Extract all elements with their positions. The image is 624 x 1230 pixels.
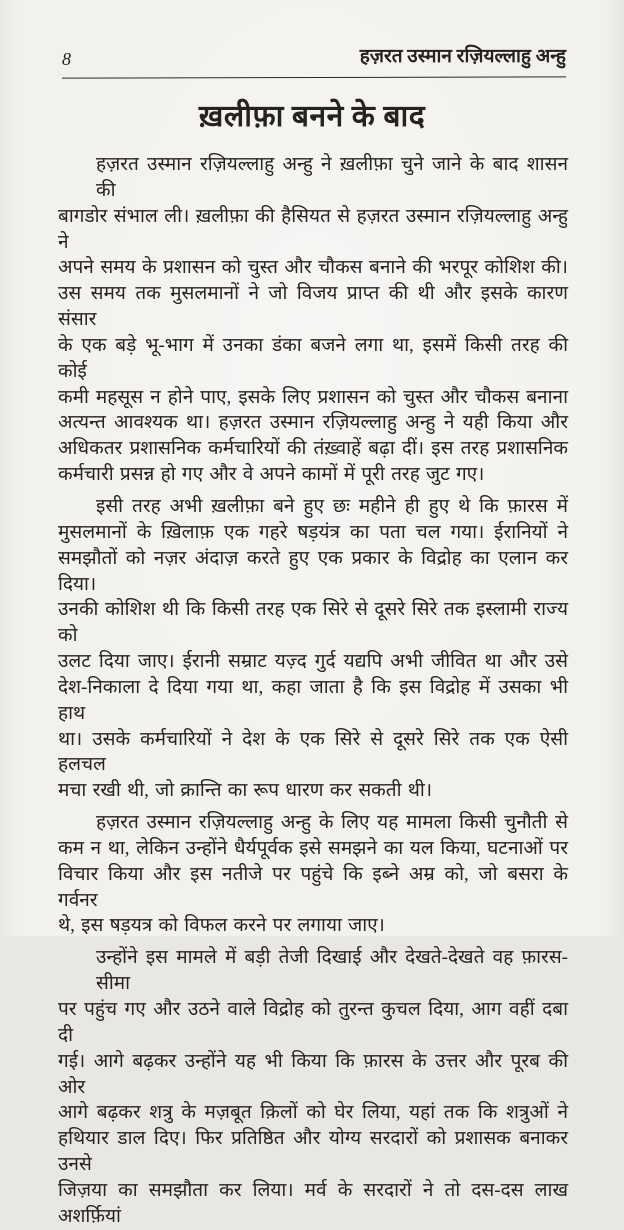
text-line: विचार किया और इस नतीजे पर पहुंचे कि इब्ने अम्र को, जो बसरा के गर्वनर <box>58 863 568 911</box>
text-line: जिज़या का समझौता कर लिया। मर्व के सरदारों ने तो दस-दस लाख अशर्फ़ियां <box>58 1179 568 1227</box>
body-text <box>58 152 568 1230</box>
text-line: हज़रत उस्मान रज़ियल्लाहु अन्हु के लिए यह मामला किसी चुनौती से <box>96 812 568 834</box>
text-line: अपने समय के प्रशासन को चुस्त और चौकस बनाने की भरपूर कोशिश की। <box>58 257 568 279</box>
text-line: देश-निकाला दे दिया गया था, कहा जाता है कि इस विद्रोह में उसका भी हाथ <box>58 676 568 724</box>
text-line: था। उसके कर्मचारियों ने देश के एक सिरे से दूसरे सिरे तक एक ऐसी हलचल <box>58 728 568 776</box>
text-line: के एक बड़े भू-भाग में उनका डंका बजने लगा था, इसमें किसी तरह की कोई <box>58 334 568 382</box>
text-line: कर्मचारी प्रसन्न हो गए और वे अपने कामों में पूरी तरह जुट गए। <box>58 464 485 486</box>
paragraph <box>58 152 568 488</box>
text-line: मचा रखी थी, जो क्रान्ति का रूप धारण कर सकती थी। <box>58 780 433 802</box>
text-line: बागडोर संभाल ली। ख़लीफ़ा की हैसियत से हज़रत उस्मान रज़ियल्लाहु अन्हु ने <box>58 205 568 253</box>
text-line: हथियार डाल दिए। फिर प्रतिष्ठित और योग्य सरदारों को प्रशासक बनाकर उनसे <box>58 1128 568 1176</box>
text-line: उनकी कोशिश थी कि किसी तरह एक सिरे से दूसरे सिरे तक इस्लामी राज्य को <box>58 599 568 647</box>
text-line: पर पहुंच गए और उठने वाले विद्रोह को तुरन्त कुचल दिया, आग वहीं दबा दी <box>58 999 568 1046</box>
text-line: कम न था, लेकिन उन्होंने धैर्यपूर्वक इसे समझने का यल किया, घटनाओं पर <box>58 837 568 859</box>
page-number: 8 <box>62 49 72 69</box>
text-line: उलट दिया जाए। ईरानी सम्राट यज़्द गुर्द यद्यपि अभी जीवित था और उसे <box>58 651 568 673</box>
page-header <box>62 42 566 73</box>
text-line: उस समय तक मुसलमानों ने जो विजय प्राप्त की थी और इसके कारण संसार <box>58 283 568 331</box>
text-line: अधिकतर प्रशासनिक कर्मचारियों की तंख़्वाहें बढ़ा दीं। इस तरह प्रशासनिक <box>58 438 568 460</box>
text-line: इसी तरह अभी ख़लीफ़ा बने हुए छः महीने ही हुए थे कि फ़ारस में <box>96 495 568 517</box>
text-line: उन्होंने इस मामले में बड़ी तेजी दिखाई और देखते-देखते वह फ़ारस-सीमा <box>96 947 568 995</box>
running-head: हज़रत उस्मान रज़ियल्लाहु अन्हु <box>359 46 566 67</box>
paragraph <box>58 810 568 939</box>
paragraph <box>58 945 568 1229</box>
text-line: थे, इस षड़यत्र को विफल करने पर लगाया जाए। <box>58 915 385 937</box>
chapter-title: ख़लीफ़ा बनने के बाद <box>198 100 426 133</box>
text-line: मुसलमानों के ख़िलाफ़ एक गहरे षड़यंत्र का पता चल गया। ईरानियों ने <box>58 521 568 543</box>
header-rule <box>62 76 566 78</box>
text-line: कमी महसूस न होने पाए, इसके लिए प्रशासन को चुस्त और चौकस बनाना <box>58 386 568 408</box>
text-line: अत्यन्त आवश्यक था। हज़रत उस्मान रज़ियल्लाहु अन्हु ने यही किया और <box>58 412 568 434</box>
text-line: आगे बढ़कर शत्रु के मज़बूत क़िलों को घेर लिया, यहां तक कि शत्रुओं ने <box>58 1102 568 1124</box>
paragraph <box>58 494 568 804</box>
text-line: हज़रत उस्मान रज़ियल्लाहु अन्हु ने ख़लीफ़ा चुने जाने के बाद शासन की <box>96 154 568 201</box>
text-line: समझौतों को नज़र अंदाज़ करते हुए एक प्रकार के विद्रोह का एलान कर दिया। <box>58 547 568 595</box>
text-line: गई। आगे बढ़कर उन्होंने यह भी किया कि फ़ारस के उत्तर और पूरब की ओर <box>58 1050 568 1098</box>
